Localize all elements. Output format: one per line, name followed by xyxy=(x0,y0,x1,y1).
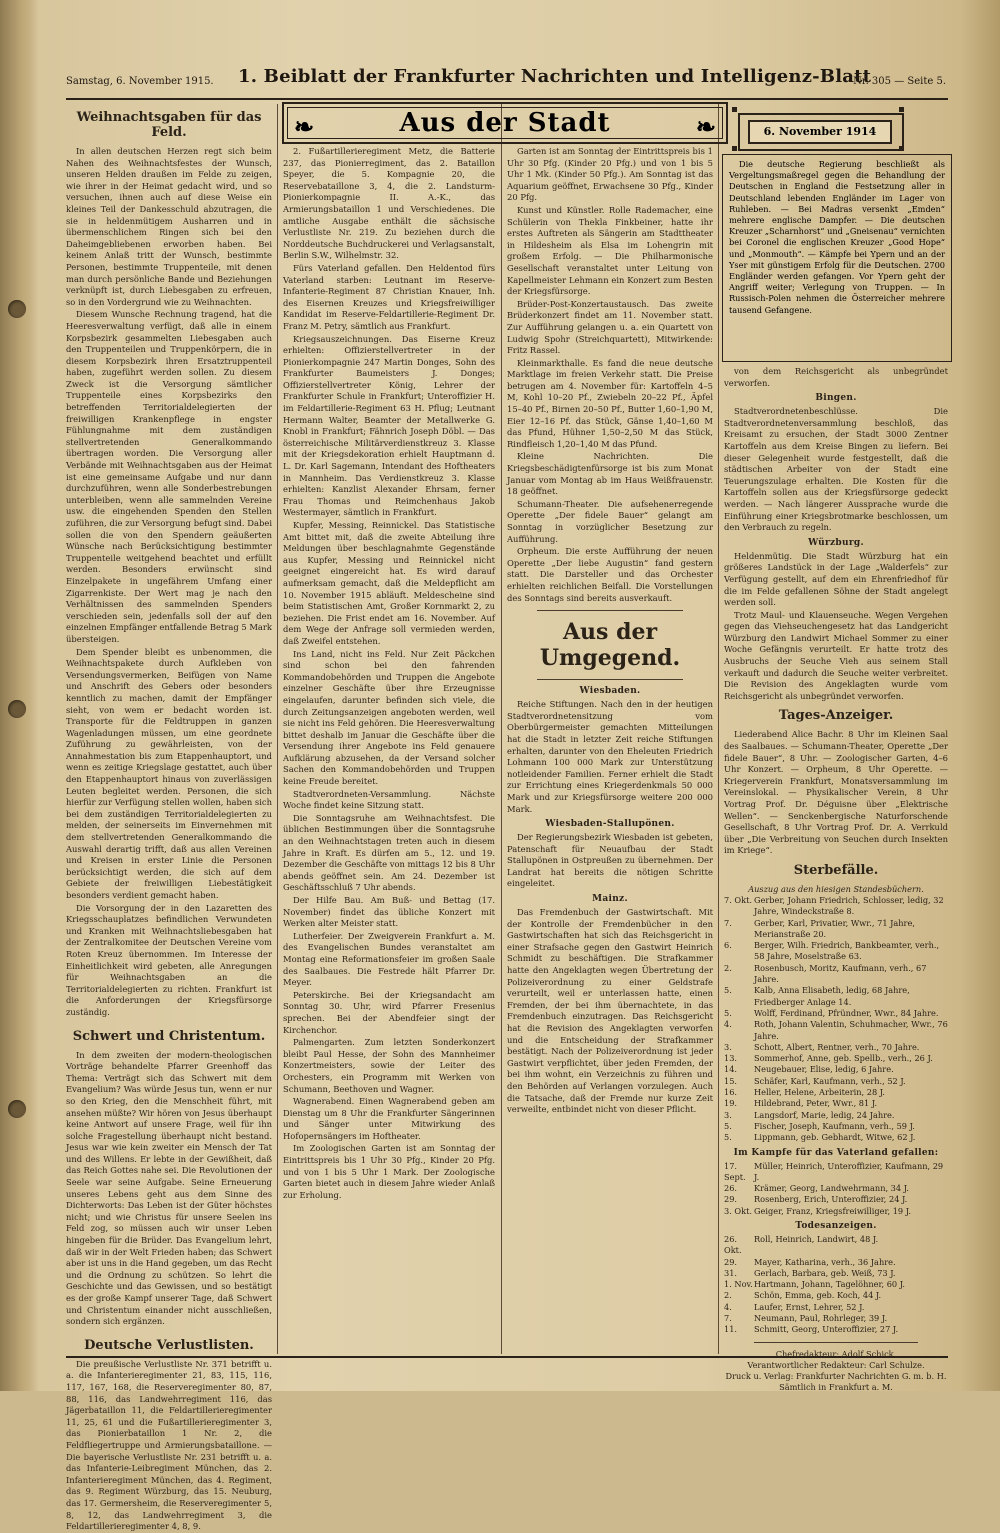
section-title-box xyxy=(282,102,728,144)
article-paragraph: Trotz Maul- und Klauenseuche. Wegen Vergehen gegen das Viehseuchengesetz hat das Landgericht Würzburg den Landwirt Michael Sommer zu einer Woche Gefängnis verurteilt. Er hatte trotz des Ausbruchs der Seuche Vieh aus seinem Stall verkauft und dadurch die Seuche weiter verbreitet. Die Revision des Angeklagten wurde vom Reichsgericht als unbegründet verworfen. xyxy=(724,609,948,701)
binding-hole xyxy=(8,700,26,718)
death-entry-date: 16. xyxy=(724,1087,738,1098)
article-paragraph: Diesem Wunsche Rechnung tragend, hat die Heeresverwaltung verfügt, daß alle in einem Korpsbezirk gesammelten Liebesgaben auch den Truppenteilen und Truppenkörpern, die in diesem Korpsbezirk ihren Ersatztruppenteil haben, zugeführt werden sollen. Zu diesem Zweck ist die Versorgung sämtlicher Truppenteile eines Korpsbezirks den betreffenden Territorialdelegierten der freiwilligen Krankenpflege in engster Fühlungnahme mit dem zuständigen stellvertretenden Generalkommando übertragen worden. Die Versorgung aller Verbände mit Weihnachtsgaben aus der Heimat ist eine gemeinsame Aufgabe und nur dann durchzuführen, wenn alle Sonderbestrebungen unterbleiben, wenn alle sammelnden Vereine usw. die eingehenden Spenden den Stellen zuführen, die zur Versorgung befugt sind. Dabei sollen die von den Spendern geäußerten Wünsche nach Berücksichtigung bestimmter Truppenteile weitgehend beachtet und erfüllt werden. Besonders erwünscht sind Einzelpakete in ungefährem Umfang einer Zigarrenkiste. Der Wert mag je nach den Verhältnissen des sammelnden Spenders verschieden sein, jedenfalls soll der auf den einzelnen Empfänger entfallende Betrag 5 Mark übersteigen. xyxy=(66,309,272,644)
article-paragraph: Im Zoologischen Garten ist am Sonntag der Eintrittspreis bis 1 Uhr 30 Pfg., Kinder 20 Pfg. und von 1 bis 5 Uhr 1 Mark. Der Zoologische Garten bietet auch in diesem Jahre wieder Anlaß zur Erholung. xyxy=(283,1143,495,1200)
article-paragraph: Schumann-Theater. Die aufsehenerregende Operette „Der fidele Bauer“ gelangt am Sonntag in vorzüglicher Besetzung zur Aufführung. xyxy=(507,498,713,544)
article-paragraph: Dem Spender bleibt es unbenommen, die Weihnachtspakete durch Aufkleben von Versendungsvermerken, Beifügen von Name und Anschrift des Gebers oder besonders kenntlich zu machen, damit der Empfänger sieht, von wem er bedacht worden ist. Transporte für die Feldtruppen in ganzen Wagenladungen müssen, um eine geordnete Zuführung zu gewährleisten, von der Annahmestation bis zum Etappenhauptort, und wenn es zeitige Kriegslage gestattet, auch über den Etappenhauptort hinaus von zuverlässigen Leuten begleitet werden. Personen, die sich hierfür zur Verfügung stellen wollen, haben sich bei dem zuständigen Territorialdelegierten zu melden, der seinerseits im Einvernehmen mit dem stellvertretenden Generalkommando die Auswahl derartig trifft, daß aus allen Vereinen und Kreisen in erster Linie die Personen berücksichtigt werden, die sich auf dem Gebiete der freiwilligen Liebestätigkeit besonders verdient gemacht haben. xyxy=(66,646,272,900)
death-entry-text: Neugebauer, Elise, ledig, 6 Jahre. xyxy=(754,1064,894,1075)
death-entry xyxy=(724,1302,948,1313)
death-entry xyxy=(724,1110,948,1121)
article-paragraph: Kriegsauszeichnungen. Das Eiserne Kreuz erhielten: Offizierstellvertreter in der Pionierkompagnie 247 Martin Donges, Sohn des Frankfurter Baumeisters J. Donges; Offizierstellvertreter König, Lehrer der Frankfurter Schule in Frankfurt; Unteroffizier H. im Feldartillerie-Regiment 63 H. Pflug; Leutnant Hermann Walter, Beamter der Metallwerke G. Knobl in Frankfurt; Fähnrich Joseph Döbl. — Das österreichische Militärverdienstkreuz 3. Klasse mit der Kriegsdekoration erhielt Hauptmann d. L. Dr. Karl Sagemann, Intendant des Hoftheaters in Mannheim. Das Verdienstkreuz 3. Klasse erhielten: Kanzlist Alexander Ehrsam, ferner Frau Thomas und Reimchenhaus Jakob Westermayer, sämtlich in Frankfurt. xyxy=(283,333,495,518)
death-list-2 xyxy=(724,1234,948,1336)
death-entry xyxy=(724,1234,948,1257)
location-heading: Bingen. xyxy=(815,393,857,404)
header-rule xyxy=(66,98,948,100)
death-entry-date: 26. Okt. xyxy=(724,1233,742,1256)
death-entry-date: 5. xyxy=(724,1007,732,1018)
imprint-line: Chefredakteur: Adolf Schick. xyxy=(775,1348,897,1359)
death-entry-date: 4. xyxy=(724,1019,732,1030)
death-entry-text: Kalb, Anna Elisabeth, ledig, 68 Jahre, Friedberger Anlage 14. xyxy=(754,985,910,1007)
death-entry xyxy=(724,985,948,1008)
article-heading: Schwert und Christentum. xyxy=(72,1028,266,1044)
death-entry xyxy=(724,1206,948,1217)
death-entry-text: Rosenberg, Erich, Unteroffizier, 24 J. xyxy=(754,1194,908,1205)
death-entry-date: 29. xyxy=(724,1194,738,1205)
binding-hole xyxy=(8,1100,26,1118)
article-paragraph: von dem Reichsgericht als unbegründet verworfen. xyxy=(724,366,948,388)
death-entry-date: 7. xyxy=(724,1313,732,1324)
death-entry xyxy=(724,1313,948,1324)
frame-corner xyxy=(899,146,904,151)
article-paragraph: Die preußische Verlustliste Nr. 371 betrifft u. a. die Infanterieregimenter 21, 83, 115, 116, 117, 167, 168, die Reserveregimenter 80, 87, 88, 116, das Landwehrregiment 116, das Jägerbataillon 11, die Feldartillerieregimenter 11, 25, 61 und die Fußartillerieregimenter 3, das Pionierbataillon 1 Nr. 2, die Feldfliegertruppe und Armierungsbataillone. — Die bayerische Verlustliste Nr. 231 betrifft u. a. das Infanterie-Leibregiment München, das 2. Infanterieregiment München, das 4. Regiment, das 9. Regiment Würzburg, das 15. Neuburg, das 17. Germersheim, die Reserveregimenter 5, 8, 12, das Landwehrregiment 3, die Feldartillerieregimenter 4, 8, 9. xyxy=(66,1358,272,1532)
article-paragraph: Stadtverordneten-Versammlung. Nächste Woche findet keine Sitzung statt. xyxy=(283,788,495,811)
article-heading: Weihnachtsgaben für das Feld. xyxy=(76,110,262,140)
death-entry-text: Mayer, Katharina, verh., 36 Jahre. xyxy=(754,1256,896,1267)
article-paragraph: Kupfer, Messing, Reinnickel. Das Statistische Amt bittet mit, daß die zweite Abteilung ihre Meldungen über beschlagnahmte Gegenstände aus Kupfer, Messing und Reinnickel nicht geeignet eingereicht hat. Es wird darauf aufmerksam gemacht, daß die Meldepflicht am 10. November 1915 abläuft. Meldescheine sind beim Statistischen Amt, Großer Kornmarkt 2, zu beziehen. Die Frist endet am 16. November. Auf dem Wege der Anfrage soll vermieden werden, daß Zweifel entstehen. xyxy=(283,520,495,646)
death-entry-text: Rosenbusch, Moritz, Kaufmann, verh., 67 Jahre. xyxy=(754,962,927,985)
death-entry-text: Schmitt, Georg, Unteroffizier, 27 J. xyxy=(754,1324,899,1335)
article-paragraph: Brüder-Post-Konzertaustausch. Das zweite Brüderkonzert findet am 11. November statt. Zur Aufführung gelangen u. a. ein Quartett von Ludwig Spohr (Streichquartett), Mitwirkende: Fritz Rassel. xyxy=(507,298,713,356)
death-entry xyxy=(724,895,948,918)
death-notices-heading: Todesanzeigen. xyxy=(795,1220,877,1231)
death-entry xyxy=(724,1194,948,1205)
section-heading: Sterbefälle. xyxy=(793,862,879,878)
death-entry-text: Wolff, Ferdinand, Pfründner, Wwr., 84 Jahre. xyxy=(754,1007,939,1018)
anniversary-news-text: Die deutsche Regierung beschließt als Vergeltungsmaßregel gegen die Behandlung der Deutschen in England die Festsetzung aller in Deutschland lebenden Engländer im Lager von Ruhleben. — Bei Madras versenkt „Emden“ mehrere englische Dampfer. — Die deutschen Kreuzer „Scharnhorst“ und „Gneisenau“ vernichten bei Coronel die englischen Kreuzer „Good Hope“ und „Monmouth“. — Kämpfe bei Ypern und an der Yser mit günstigem Erfolg für die Deutschen. 2700 Engländer werden gefangen. Vor Ypern geht der Angriff weiter; Verlegung von Truppen. — In Russisch-Polen nehmen die Österreicher mehrere tausend Gefangene. xyxy=(729,159,945,315)
article-paragraph: Stadtverordnetenbeschlüsse. Die Stadtverordnetenversammlung beschloß, das Kreisamt zu ersuchen, der Stadt 3000 Zentner Kartoffeln aus dem Kreise Bingen zu liefern. Bei dieser Gelegenheit wurde festgestellt, daß die städtischen Arbeiter von der Stadt eine Teuerungszulage erhalten. Die Kosten für die Kartoffeln sollen aus der Kriegsfürsorge gedeckt werden. — Nach längerer Aussprache wurde die Einführung einer Kriegsbrotmarke beschlossen, um den Verbrauch zu regeln. xyxy=(724,406,948,533)
article-paragraph: Kleine Nachrichten. Die Kriegsbeschädigtenfürsorge ist bis zum Monat Januar vom Montag ab im Haus Weißfrauenstr. 18 geöffnet. xyxy=(507,451,713,497)
death-entry-date: 6. xyxy=(724,940,732,951)
death-entry-date: 5. xyxy=(724,1120,732,1131)
location-heading: Mainz. xyxy=(592,894,628,905)
page-number: Nr. 305 — Seite 5. xyxy=(853,76,946,87)
death-entry-date: 26. xyxy=(724,1183,738,1194)
death-entry xyxy=(724,1257,948,1268)
newspaper-title: 1. Beiblatt der Frankfurter Nachrichten und Intelligenz-Blatt xyxy=(238,66,872,87)
death-entry-date: 3. Okt. xyxy=(724,1205,752,1216)
article-paragraph: Das Fremdenbuch der Gastwirtschaft. Mit der Kontrolle der Fremdenbücher in den Gastwirtschaften hat sich das Reichsgericht in einer Strafsache gegen den Gastwirt Heinrich Schmidt zu beschäftigen. Die Strafkammer hatte den Angeklagten wegen Übertretung der Polizeiverordnung zu einer Geldstrafe verurteilt, weil er unterlassen hatte, einen Fremden, der bei ihm übernachtete, in das Fremdenbuch einzutragen. Das Reichsgericht hat die Revision des Angeklagten verworfen und die Entscheidung der Strafkammer bestätigt. Nach der Polizeiverordnung ist jeder Gastwirt verpflichtet, über jeden Fremden, der bei ihm wohnt, ein Verzeichnis zu führen und den Behörden auf Verlangen vorzulegen. Auch die Tatsache, daß der Fremde nur kurze Zeit verweilte, entbindet nicht von dieser Pflicht. xyxy=(507,907,713,1115)
death-entry xyxy=(724,1290,948,1301)
section-heading: Tages-Anzeiger. xyxy=(778,708,894,724)
death-entry xyxy=(724,1183,948,1194)
death-entry-date: 3. xyxy=(724,1041,732,1052)
article-paragraph: Heldenmütig. Die Stadt Würzburg hat ein größeres Landstück in der Lage „Walderfels“ zur Verfügung gestellt, auf dem ein Ehrenfriedhof für die im Felde gefallenen Söhne der Stadt angelegt werden soll. xyxy=(724,550,948,608)
article-paragraph: Peterskirche. Bei der Kriegsandacht am Sonntag 30. Uhr, wird Pfarrer Fresenius sprechen. Bei der Abendfeier singt der Kirchenchor. xyxy=(283,989,495,1035)
column-divider xyxy=(501,104,502,1354)
death-entry-date: 7. xyxy=(724,917,732,928)
death-entry-date: 11. xyxy=(724,1324,738,1335)
ornament-left-icon: ❧ xyxy=(294,112,315,141)
death-entry xyxy=(724,1019,948,1042)
article-paragraph: Garten ist am Sonntag der Eintrittspreis bis 1 Uhr 30 Pfg. (Kinder 20 Pfg.) und von 1 bis 5 Uhr 1 Mk. (Kinder 50 Pfg.). Am Sonntag ist das Aquarium geöffnet, Erwachsene 30 Pfg., Kinder 20 Pfg. xyxy=(507,146,713,203)
issue-date: Samstag, 6. November 1915. xyxy=(66,76,214,87)
death-entry-date: 4. xyxy=(724,1301,732,1312)
article-paragraph: Der Hilfe Bau. Am Buß- und Bettag (17. November) findet das übliche Konzert mit Werken alter Meister statt. xyxy=(283,895,495,929)
death-entry-text: Müller, Heinrich, Unteroffizier, Kaufmann, 29 J. xyxy=(754,1160,944,1182)
death-entry-text: Laufer, Ernst, Lehrer, 52 J. xyxy=(754,1301,865,1312)
article-paragraph: 2. Fußartillerieregiment Metz, die Batterie 237, das Pionierregiment, das 2. Bataillon Speyer, die 5. Kompagnie 20, die Reservebataillone 3, 4, die 2. Landsturm-Pionierkompagnie II. A.-K., das Armierungsbataillon 1 und Verschiedenes. Die amtliche Ausgabe enthält die sächsische Verlustliste Nr. 219. Zu beziehen durch die Norddeutsche Buchdruckerei und Verlagsanstalt, Berlin S.W., Wilhelmstr. 32. xyxy=(283,146,495,261)
death-entry xyxy=(724,963,948,986)
frame-corner xyxy=(732,146,737,151)
location-heading: Wiesbaden-Stallupönen. xyxy=(545,819,675,830)
death-entry xyxy=(724,940,948,963)
imprint-line: Sämtlich in Frankfurt a. M. xyxy=(779,1381,893,1392)
death-entry-text: Neumann, Paul, Rohrleger, 39 J. xyxy=(754,1313,888,1324)
fallen-heading: Im Kampfe für das Vaterland gefallen: xyxy=(733,1147,939,1158)
death-entry-text: Berger, Wilh. Friedrich, Bankbeamter, verh., 58 Jahre, Moselstraße 63. xyxy=(754,940,940,962)
death-entry-text: Gerber, Johann Friedrich, Schlosser, ledig, 32 Jahre, Windeckstraße 8. xyxy=(754,894,944,917)
article-paragraph: In allen deutschen Herzen regt sich beim Nahen des Weihnachtsfestes der Wunsch, unseren Helden draußen im Felde zu zeigen, wie ihrer in der Heimat gedacht wird, und so versuchen, ihnen auch auf diese Weise ein kleines Teil der Dankesschuld abzutragen, die sie in heldenmütigem Ausharren und in übermenschlichem Ringen sich bei den Daheimgebliebenen erworben haben. Bei keinem Anlaß tritt der Wunsch, bestimmte Personen, bestimmte Truppenteile, mit denen man durch persönliche Bande und Beziehungen verknüpft ist, durch Liebesgaben zu erfreuen, so in den Vordergrund wie zu Weihnachten. xyxy=(66,146,272,307)
death-entry-text: Krämer, Georg, Landwehrmann, 34 J. xyxy=(754,1183,909,1194)
death-entry xyxy=(724,1064,948,1075)
article-paragraph: Palmengarten. Zum letzten Sonderkonzert bleibt Paul Hesse, der Sohn des Mannheimer Konzertmeisters, sowie der Leiter des Orchesters, ein Programm mit Werken von Schumann, Beethoven und Wagner. xyxy=(283,1037,495,1094)
article-paragraph: Wagnerabend. Einen Wagnerabend geben am Dienstag um 8 Uhr die Frankfurter Sängerinnen und Sänger unter Mitwirkung des Hofopernsängers im Hoftheater. xyxy=(283,1096,495,1141)
death-entry-date: 2. xyxy=(724,962,732,973)
anniversary-date-box xyxy=(748,120,892,144)
death-entry-text: Langsdorf, Marie, ledig, 24 Jahre. xyxy=(754,1109,895,1120)
article-paragraph: Ins Land, nicht ins Feld. Nur Zeit Päckchen sind schon bei den fahrenden Kommandobehörden und Truppen die Angebote einzelner Geschäfte über ihre Erzeugnisse eingelaufen, darunter befinden sich viele, die durch Zeitungsanzeigen angeboten werden, weil sie nicht ins Feld gehören. Die Heeresverwaltung bittet deshalb im Januar die Geschäfte über die Versendung ihrer Angebote ins Feld genauere Aufklärung abzusehen, da der Versand solcher Sachen den Kommandobehörden und Truppen keine Freude bereitet. xyxy=(283,648,495,787)
article-paragraph: Orpheum. Die erste Aufführung der neuen Operette „Der liebe Augustin“ fand gestern statt. Die Darsteller und das Orchester erhielten reichlichen Beifall. Die Vorstellungen des Sonntags sind bereits ausverkauft. xyxy=(507,546,713,603)
section-heading: Aus der Umgegend. xyxy=(539,619,681,672)
article-paragraph: Fürs Vaterland gefallen. Den Heldentod fürs Vaterland starben: Leutnant im Reserve-Infanterie-Regiment 87 Christian Knauer, Inh. des Eisernen Kreuzes und Kriegsfreiwilliger Kandidat im Reserve-Feldartillerie-Regiment Dr. Franz M. Petry, sämtlich aus Frankfurt. xyxy=(283,262,495,331)
section-title: Aus der Stadt xyxy=(399,108,611,138)
frame-corner xyxy=(732,107,737,112)
death-entry-text: Gerber, Karl, Privatier, Wwr., 71 Jahre, Merianstraße 20. xyxy=(754,917,915,939)
column-divider xyxy=(718,104,719,1354)
column-2 xyxy=(283,146,495,1354)
death-entry xyxy=(724,918,948,941)
death-entry xyxy=(724,1324,948,1335)
death-entry-text: Roll, Heinrich, Landwirt, 48 J. xyxy=(754,1233,879,1244)
death-entry-date: 19. xyxy=(724,1098,738,1109)
section-separator xyxy=(537,679,683,680)
death-entry xyxy=(724,1132,948,1143)
fallen-list xyxy=(724,1161,948,1217)
death-entry-text: Schott, Albert, Rentner, verh., 70 Jahre. xyxy=(754,1041,920,1052)
death-entry-text: Schäfer, Karl, Kaufmann, verh., 52 J. xyxy=(754,1075,906,1086)
section-separator xyxy=(754,1342,918,1343)
death-entry xyxy=(724,1279,948,1290)
death-entry-date: 3. xyxy=(724,1109,732,1120)
death-entry-date: 5. xyxy=(724,985,732,996)
column-1 xyxy=(66,104,272,1532)
death-entry-text: Lippmann, geb. Gebhardt, Witwe, 62 J. xyxy=(754,1132,916,1143)
death-entry xyxy=(724,1087,948,1098)
ornament-right-icon: ❧ xyxy=(695,112,716,141)
article-paragraph: Kunst und Künstler. Rolle Rademacher, eine Schülerin von Thekla Finkbeiner, hatte ihr erstes Auftreten als Sängerin am Stadttheater in Hildesheim als Elsa im Lohengrin mit großem Erfolg. — Die Philharmonische Gesellschaft veranstaltet unter Leitung von Kapellmeister Lehmann ein Konzert zum Besten der Kriegsfürsorge. xyxy=(507,204,713,297)
death-entry-text: Fischer, Joseph, Kaufmann, verh., 59 J. xyxy=(754,1120,915,1131)
death-entry-text: Schön, Emma, geb. Koch, 44 J. xyxy=(754,1290,882,1301)
death-entry xyxy=(724,1161,948,1184)
death-entry-date: 31. xyxy=(724,1267,738,1278)
death-entry xyxy=(724,1042,948,1053)
death-list xyxy=(724,895,948,1144)
death-entry-date: 14. xyxy=(724,1064,738,1075)
footer-rule xyxy=(66,1356,948,1358)
column-3 xyxy=(507,146,713,1354)
death-entry-date: 2. xyxy=(724,1290,732,1301)
anniversary-news-box xyxy=(722,154,952,362)
death-entry xyxy=(724,1268,948,1279)
article-heading: Deutsche Verlustlisten. xyxy=(84,1337,254,1353)
death-entry-text: Hildebrand, Peter, Wwr., 81 J. xyxy=(754,1098,878,1109)
article-paragraph: Kleinmarkthalle. Es fand die neue deutsche Marktlage im freien Verkehr statt. Die Preise betrugen am 4. November für: Kartoffeln 4–5 M, Kohl 10–20 Pf., Zwiebeln 20–22 Pf., Äpfel 15–40 Pf., Birnen 20–50 Pf., Butter 1,60–1,90 M, Eier 12–16 Pf. das Stück, Gänse 1,40–1,60 M das Pfund, Hühner 1,50–2,50 M das Stück, Rindfleisch 1,20–1,40 M das Pfund. xyxy=(507,357,713,449)
location-heading: Wiesbaden. xyxy=(579,686,641,697)
column-divider xyxy=(277,104,278,1354)
column-4 xyxy=(724,366,948,1392)
death-entry-text: Heller, Helene, Arbeiterin, 28 J. xyxy=(754,1087,886,1098)
article-paragraph: Die Sonntagsruhe am Weihnachtsfest. Die üblichen Bestimmungen über die Sonntagsruhe an den Weihnachtstagen treten auch in diesem Jahre in Kraft. Es dürfen am 5., 12. und 19. Dezember die Geschäfte von mittags 12 bis 8 Uhr abends geöffnet sein. Am 24. Dezember ist Geschäftsschluß 7 Uhr abends. xyxy=(283,812,495,893)
death-entry-date: 15. xyxy=(724,1075,738,1086)
death-entry-date: 17. Sept. xyxy=(724,1160,746,1182)
section-separator xyxy=(537,610,683,611)
death-entry-date: 29. xyxy=(724,1256,738,1267)
death-entry-text: Sommerhof, Anne, geb. Spellb., verh., 26 J. xyxy=(754,1053,933,1064)
article-paragraph: Reiche Stiftungen. Nach den in der heutigen Stadtverordnetensitzung vom Oberbürgermeister gemachten Mitteilungen hat die Stadt in letzter Zeit reiche Stiftungen erhalten, darunter von den Eheleuten Friedrich Lohmann 100 000 Mark zur Unterstützung notleidender Familien. Ferner erhielt die Stadt zur Errichtung eines Kriegerdenkmals 50 000 Mark und zur Kriegsfürsorge weitere 200 000 Mark. xyxy=(507,699,713,814)
article-paragraph: Der Regierungsbezirk Wiesbaden ist gebeten, Patenschaft für Neuaufbau der Stadt Stallupönen in Ostpreußen zu übernehmen. Der Landrat hat bereits die nötigen Schritte eingeleitet. xyxy=(507,832,713,889)
death-entry xyxy=(724,1098,948,1109)
death-entry xyxy=(724,1053,948,1064)
death-entry xyxy=(724,1008,948,1019)
death-entry-date: 5. xyxy=(724,1132,732,1143)
death-entry xyxy=(724,1076,948,1087)
death-entry-text: Roth, Johann Valentin, Schuhmacher, Wwr., 76 Jahre. xyxy=(754,1019,948,1041)
masthead xyxy=(66,64,946,96)
binding-edge xyxy=(0,0,38,1391)
death-entry-text: Hartmann, Johann, Tagelöhner, 60 J. xyxy=(754,1279,905,1290)
anniversary-date: 6. November 1914 xyxy=(763,125,877,138)
death-entry-date: 7. Okt. xyxy=(724,894,752,905)
article-paragraph: Lutherfeier. Der Zweigverein Frankfurt a. M. des Evangelischen Bundes veranstaltet am Montag eine Reformationsfeier im großen Saale des Saalbaues. Die Festrede hält Pfarrer Dr. Meyer. xyxy=(283,930,495,988)
binding-hole xyxy=(8,300,26,318)
death-entry xyxy=(724,1121,948,1132)
death-entry-text: Gerlach, Barbara, geb. Weiß, 73 J. xyxy=(754,1267,896,1278)
death-entry-date: 13. xyxy=(724,1053,738,1064)
imprint-line: Verantwortlicher Redakteur: Carl Schulze. xyxy=(747,1359,925,1370)
article-paragraph: In dem zweiten der modern-theologischen Vorträge behandelte Pfarrer Greenhoff das Thema: Verträgt sich das Schwert mit dem Evangelium? Was würde Jesus tun, wenn er nur so den Krieg, den die Menschheit führt, mit ansehen müßte? Wir hören von Jesus überhaupt keine Antwort auf unsere Frage, weil für ihn solche Fragestellung überhaupt nicht bestand. Jesus war wie kein zweiter ein Mensch der Tat und des Willens. Er lebte in der Gewißheit, daß das Reich Gottes nahe sei. Die Revolutionen der Seele war seine Aufgabe. Seine Erneuerung unseres Lebens geht aus dem Sinne des Dichterworts: Das Leben ist der Güter höchstes nicht; und wie Christus für unsere Seelen ins Feld zog, so müssen auch wir unser Leben hingeben für die Brüder. Das Evangelium lehrt, daß wir in der Welt Frieden haben; das Schwert aber ist uns in die Hand gegeben, um das Recht und die Ordnung zu schützen. So lehrt die Geschichte und das Gewissen, und so bestätigt es der große Kampf unserer Tage, daß Schwert und Christentum einander nicht ausschließen, sondern sich ergänzen. xyxy=(66,1049,272,1327)
location-heading: Würzburg. xyxy=(808,537,864,548)
register-intro: Auszug aus den hiesigen Standesbüchern. xyxy=(748,883,924,894)
article-paragraph: Liederabend Alice Bachr. 8 Uhr im Kleinen Saal des Saalbaues. — Schumann-Theater, Operette „Der fidele Bauer“, 8 Uhr. — Zoologischer Garten, 4–6 Uhr Konzert. — Orpheum, 8 Uhr Operette. — Kriegerverein Frankfurt, Monatsversammlung im Vereinslokal. — Physikalischer Verein, 8 Uhr Vortrag Prof. Dr. Déguisne über „Elektrische Wellen“. — Senckenbergische Naturforschende Gesellschaft, 8 Uhr Vortrag Prof. Dr. A. Verrkuld über „Die Verbreitung von Seuchen durch Insekten im Kriege“. xyxy=(724,729,948,856)
death-entry-date: 1. Nov. xyxy=(724,1279,753,1290)
frame-corner xyxy=(899,107,904,112)
death-entry-text: Geiger, Franz, Kriegsfreiwilliger, 19 J. xyxy=(754,1205,911,1216)
article-paragraph: Die Vorsorgung der in den Lazaretten des Kriegsschauplatzes befindlichen Verwundeten und Kranken mit Weihnachtsliebesgaben hat der Zentralkomitee der Deutschen Vereine vom Roten Kreuz übernommen. Im Interesse der Einheitlichkeit wird gebeten, alle Anregungen für Weihnachtsgaben an die Territorialdelegierten zu richten. Frankfurt ist die Anforderungen der Kriegsfürsorge zuständig. xyxy=(66,902,272,1017)
imprint-line: Druck u. Verlag: Frankfurter Nachrichten G. m. b. H. xyxy=(725,1370,947,1381)
